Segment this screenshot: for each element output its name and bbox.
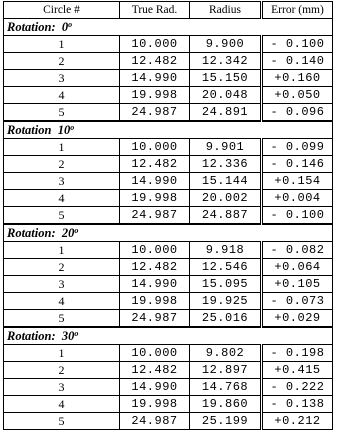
radius-cell: 14.768 bbox=[190, 379, 262, 396]
rotation-section-header bbox=[4, 121, 333, 139]
table-row bbox=[4, 173, 333, 190]
rotation-label-cell bbox=[4, 121, 333, 139]
circle-number-cell: 3 bbox=[4, 276, 120, 293]
error-cell: - 0.198 bbox=[262, 345, 333, 362]
results-table bbox=[3, 1, 333, 430]
circle-number-cell: 3 bbox=[4, 70, 120, 87]
error-cell: - 0.099 bbox=[262, 139, 333, 156]
table-row bbox=[4, 53, 333, 70]
table-row bbox=[4, 396, 333, 413]
error-cell: - 0.082 bbox=[262, 242, 333, 259]
table-row bbox=[4, 156, 333, 173]
error-cell: +0.064 bbox=[262, 259, 333, 276]
true-radius-cell: 12.482 bbox=[120, 259, 190, 276]
rotation-label-cell bbox=[4, 19, 333, 36]
table-row bbox=[4, 345, 333, 362]
radius-cell: 12.546 bbox=[190, 259, 262, 276]
true-radius-cell: 14.990 bbox=[120, 276, 190, 293]
header-radius: Radius bbox=[190, 2, 262, 19]
true-radius-cell: 10.000 bbox=[120, 242, 190, 259]
true-radius-cell: 14.990 bbox=[120, 70, 190, 87]
radius-cell: 25.016 bbox=[190, 310, 262, 328]
table-row bbox=[4, 207, 333, 225]
circle-number-cell: 1 bbox=[4, 345, 120, 362]
rotation-angle: 0 bbox=[61, 19, 69, 34]
rotation-label-cell bbox=[4, 327, 333, 345]
error-cell: +0.105 bbox=[262, 276, 333, 293]
circle-number-cell: 4 bbox=[4, 396, 120, 413]
radius-cell: 19.860 bbox=[190, 396, 262, 413]
true-radius-cell: 24.987 bbox=[120, 207, 190, 225]
table-row bbox=[4, 87, 333, 104]
circle-number-cell: 2 bbox=[4, 362, 120, 379]
radius-cell: 20.048 bbox=[190, 87, 262, 104]
table-row bbox=[4, 413, 333, 430]
table-row bbox=[4, 379, 333, 396]
circle-number-cell: 3 bbox=[4, 379, 120, 396]
true-radius-cell: 19.998 bbox=[120, 87, 190, 104]
rotation-label: Rotation: bbox=[7, 19, 56, 34]
header-true-rad: True Rad. bbox=[120, 2, 190, 19]
error-cell: +0.160 bbox=[262, 70, 333, 87]
error-cell: - 0.100 bbox=[262, 36, 333, 53]
degree-symbol: o bbox=[74, 328, 79, 338]
true-radius-cell: 19.998 bbox=[120, 190, 190, 207]
circle-number-cell: 3 bbox=[4, 173, 120, 190]
degree-symbol: o bbox=[68, 19, 73, 29]
table-row bbox=[4, 70, 333, 87]
true-radius-cell: 24.987 bbox=[120, 310, 190, 328]
true-radius-cell: 24.987 bbox=[120, 104, 190, 122]
error-cell: - 0.096 bbox=[262, 104, 333, 122]
radius-cell: 15.095 bbox=[190, 276, 262, 293]
circle-number-cell: 4 bbox=[4, 190, 120, 207]
circle-number-cell: 2 bbox=[4, 156, 120, 173]
rotation-label: Rotation: bbox=[7, 328, 56, 343]
radius-cell: 9.900 bbox=[190, 36, 262, 53]
error-cell: +0.415 bbox=[262, 362, 333, 379]
true-radius-cell: 24.987 bbox=[120, 413, 190, 430]
table-row bbox=[4, 104, 333, 122]
table-row bbox=[4, 190, 333, 207]
table-row bbox=[4, 242, 333, 259]
table-row bbox=[4, 362, 333, 379]
circle-number-cell: 2 bbox=[4, 259, 120, 276]
circle-number-cell: 5 bbox=[4, 413, 120, 430]
circle-number-cell: 5 bbox=[4, 310, 120, 328]
radius-cell: 12.897 bbox=[190, 362, 262, 379]
table-row bbox=[4, 259, 333, 276]
radius-cell: 12.342 bbox=[190, 53, 262, 70]
radius-cell: 25.199 bbox=[190, 413, 262, 430]
rotation-label-cell bbox=[4, 224, 333, 242]
circle-number-cell: 1 bbox=[4, 242, 120, 259]
error-cell: +0.050 bbox=[262, 87, 333, 104]
rotation-angle: 20 bbox=[61, 225, 75, 240]
radius-cell: 9.802 bbox=[190, 345, 262, 362]
degree-symbol: o bbox=[74, 225, 79, 235]
true-radius-cell: 19.998 bbox=[120, 396, 190, 413]
error-cell: - 0.100 bbox=[262, 207, 333, 225]
results-table-wrapper bbox=[3, 1, 333, 430]
results-table-body bbox=[4, 2, 333, 430]
error-cell: +0.154 bbox=[262, 173, 333, 190]
radius-cell: 19.925 bbox=[190, 293, 262, 310]
radius-cell: 15.150 bbox=[190, 70, 262, 87]
error-cell: +0.212 bbox=[262, 413, 333, 430]
rotation-angle: 10 bbox=[57, 122, 71, 137]
error-cell: - 0.146 bbox=[262, 156, 333, 173]
rotation-angle: 30 bbox=[61, 328, 75, 343]
rotation-section-header bbox=[4, 327, 333, 345]
error-cell: - 0.073 bbox=[262, 293, 333, 310]
true-radius-cell: 12.482 bbox=[120, 362, 190, 379]
circle-number-cell: 5 bbox=[4, 207, 120, 225]
error-cell: +0.004 bbox=[262, 190, 333, 207]
radius-cell: 9.918 bbox=[190, 242, 262, 259]
radius-cell: 20.002 bbox=[190, 190, 262, 207]
header-row bbox=[4, 2, 333, 19]
rotation-section-header bbox=[4, 19, 333, 36]
header-error: Error (mm) bbox=[262, 2, 333, 19]
circle-number-cell: 1 bbox=[4, 36, 120, 53]
circle-number-cell: 4 bbox=[4, 87, 120, 104]
radius-cell: 9.901 bbox=[190, 139, 262, 156]
error-cell: - 0.222 bbox=[262, 379, 333, 396]
true-radius-cell: 14.990 bbox=[120, 379, 190, 396]
rotation-section-header bbox=[4, 224, 333, 242]
rotation-label: Rotation: bbox=[7, 225, 56, 240]
table-row bbox=[4, 276, 333, 293]
circle-number-cell: 1 bbox=[4, 139, 120, 156]
circle-number-cell: 4 bbox=[4, 293, 120, 310]
true-radius-cell: 12.482 bbox=[120, 156, 190, 173]
table-row bbox=[4, 293, 333, 310]
true-radius-cell: 10.000 bbox=[120, 36, 190, 53]
degree-symbol: o bbox=[70, 122, 75, 132]
radius-cell: 15.144 bbox=[190, 173, 262, 190]
true-radius-cell: 10.000 bbox=[120, 139, 190, 156]
rotation-label: Rotation bbox=[7, 122, 52, 137]
radius-cell: 12.336 bbox=[190, 156, 262, 173]
error-cell: - 0.138 bbox=[262, 396, 333, 413]
radius-cell: 24.887 bbox=[190, 207, 262, 225]
header-circle: Circle # bbox=[4, 2, 120, 19]
table-row bbox=[4, 139, 333, 156]
true-radius-cell: 19.998 bbox=[120, 293, 190, 310]
table-row bbox=[4, 36, 333, 53]
true-radius-cell: 10.000 bbox=[120, 345, 190, 362]
true-radius-cell: 12.482 bbox=[120, 53, 190, 70]
true-radius-cell: 14.990 bbox=[120, 173, 190, 190]
table-row bbox=[4, 310, 333, 328]
radius-cell: 24.891 bbox=[190, 104, 262, 122]
circle-number-cell: 2 bbox=[4, 53, 120, 70]
error-cell: +0.029 bbox=[262, 310, 333, 328]
error-cell: - 0.140 bbox=[262, 53, 333, 70]
circle-number-cell: 5 bbox=[4, 104, 120, 122]
